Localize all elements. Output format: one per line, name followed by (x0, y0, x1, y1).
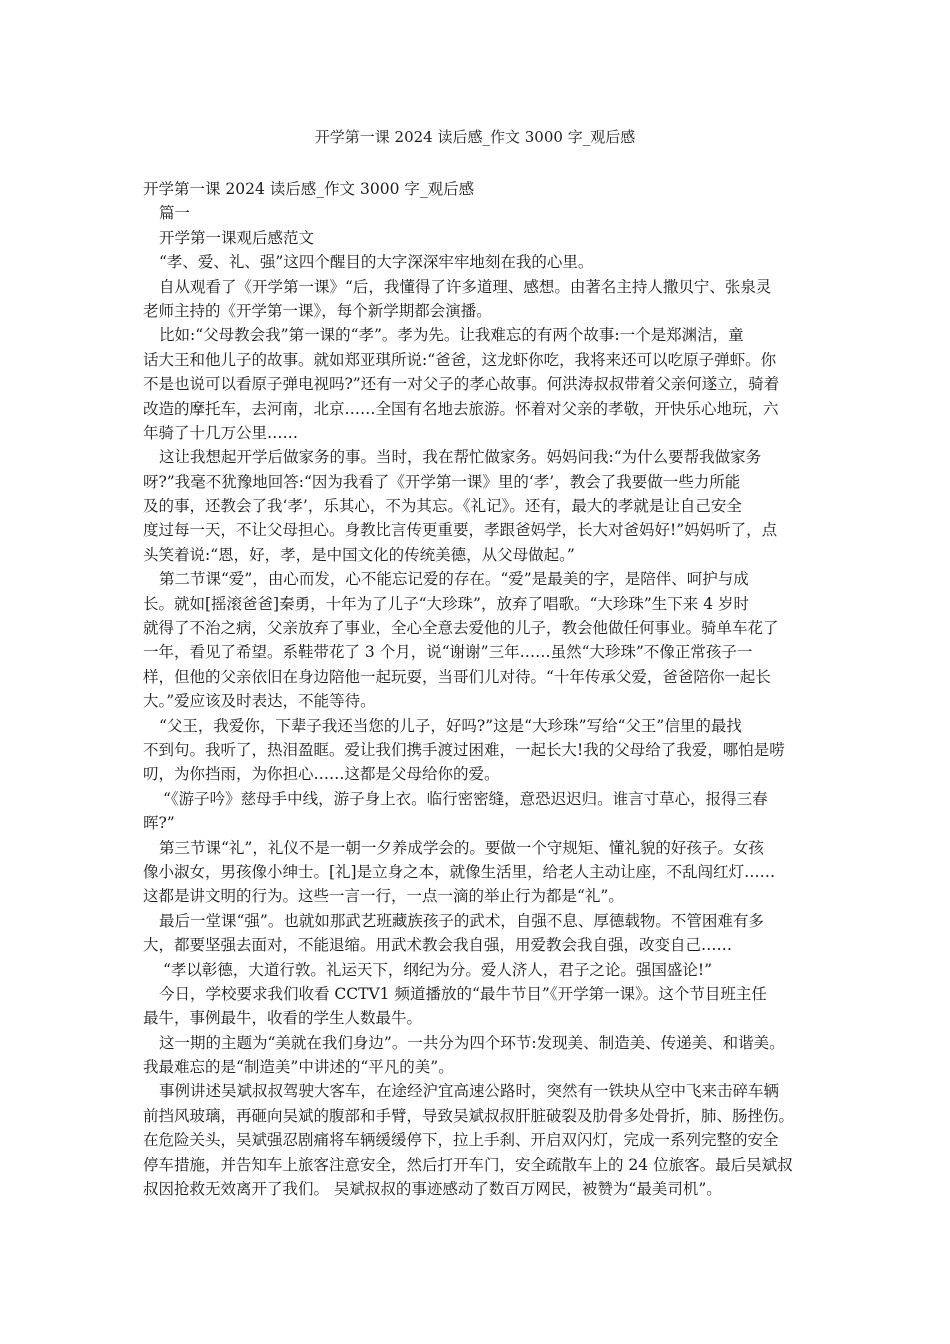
text-line: 开学第一课 2024 读后感_作文 3000 字_观后感 (143, 180, 475, 198)
text-line: 比如:“父母教会我”第一课的“孝”。孝为先。让我难忘的有两个故事:一个是郑渊洁，童 (159, 326, 744, 345)
text-line: 话大王和他儿子的故事。就如郑亚琪所说:“爸爸，这龙虾你吃，我将来还可以吃原子弹虾。你 (143, 350, 777, 369)
text-line: 度过每一天，不让父母担心。身教比言传更重要，孝跟爸妈学，长大对爸妈好!”妈妈听了，点 (143, 521, 778, 540)
text-line: 这一期的主题为“美就在我们身边”。一共分为四个环节:发现美、制造美、传递美、和谐美。 (159, 1033, 785, 1052)
text-line: “孝以彰德，大道行敦。礼运天下，纲纪为分。爱人济人，君子之论。强国盛论!” (163, 960, 713, 979)
text-line: 这都是讲文明的行为。这些一言一行，一点一滴的举止行为都是“礼”。 (143, 887, 624, 906)
text-line: 长。就如[摇滚爸爸]秦勇，十年为了儿子“大珍珠”，放弃了唱歌。“大珍珠”生下来 4 岁时 (143, 594, 750, 613)
text-line: 前挡风玻璃，再砸向吴斌的腹部和手臂，导致吴斌叔叔肝脏破裂及肋骨多处骨折，肺、肠挫伤。 (143, 1106, 795, 1125)
text-line: 这让我想起开学后做家务的事。当时，我在帮忙做家务。妈妈问我:“为什么要帮我做家务 (159, 448, 762, 467)
text-line: 年骑了十几万公里…… (143, 423, 299, 442)
text-line: 改造的摩托车，去河南，北京……全国有名地去旅游。怀着对父亲的孝敬，开快乐心地玩，六 (143, 399, 779, 418)
text-line: 开学第一课观后感范文 (159, 228, 315, 247)
document-body (143, 177, 823, 1201)
text-line: 自从观看了《开学第一课》“后，我懂得了许多道理、感想。由著名主持人撒贝宁、张泉灵 (159, 277, 772, 296)
text-line: 大，都要坚强去面对，不能退缩。用武术教会我自强，用爱教会我自强，改变自己…… (143, 936, 733, 955)
text-line: 在危险关头，吴斌强忍剧痛将车辆缓缓停下，拉上手刹、开启双闪灯，完成一系列完整的安全 (143, 1131, 779, 1150)
text-line: 最后一堂课“强”。也就如那武艺班藏族孩子的武术，自强不息、厚德载物。不管困难有多 (159, 911, 764, 930)
text-line: 我最难忘的是“制造美”中讲述的“平凡的美”。 (143, 1058, 454, 1077)
text-line: 篇一 (159, 204, 191, 223)
text-line: “《游子吟》慈母手中线，游子身上衣。临行密密缝，意恐迟迟归。谁言寸草心，报得三春 (163, 789, 768, 808)
text-line: “孝、爱、礼、强”这四个醒目的大字深深牢牢地刻在我的心里。 (159, 253, 594, 272)
text-line: 一年，看见了希望。系鞋带花了 3 个月，说“谢谢”三年……虽然“大珍珠”不像正常孩子一 (143, 643, 753, 662)
text-line: 第二节课“爱”，由心而发，心不能忘记爱的存在。“爱”是最美的字，是陪伴、呵护与成 (159, 570, 749, 589)
text-line: 停车措施，并告知车上旅客注意安全，然后打开车门，安全疏散车上的 24 位旅客。最后吴斌叔 (143, 1155, 793, 1174)
text-line: 呀?”我毫不犹豫地回答:“因为我看了《开学第一课》里的‘孝’，教会了我要做一些力所能 (143, 472, 741, 491)
text-line: 老师主持的《开学第一课》，每个新学期都会演播。 (143, 301, 492, 320)
text-line: 晖?” (143, 814, 175, 833)
document-title: 开学第一课 2024 读后感_作文 3000 字_观后感 (314, 128, 636, 146)
text-line: 今日，学校要求我们收看 CCTV1 频道播放的“最牛节目”《开学第一课》。这个节目班主任 (159, 984, 767, 1003)
text-line: 不是也说可以看原子弹电视吗?”还有一对父子的孝心故事。何洪涛叔叔带着父亲何遂立，骑着 (143, 375, 780, 394)
text-line: 及的事，还教会了我‘孝’，乐其心，不为其忘。《礼记》。还有，最大的孝就是让自己安全 (143, 497, 742, 516)
text-line: 不到句。我听了，热泪盈眶。爱让我们携手渡过困难，一起长大!我的父母给了我爱，哪怕是唠 (143, 740, 785, 759)
text-line: 像小淑女，男孩像小绅士。[礼]是立身之本，就像生活里，给老人主动让座，不乱闯红灯…… (143, 862, 776, 881)
text-line: 就得了不治之病，父亲放弃了事业，全心全意去爱他的儿子，教会他做任何事业。骑单车花了 (143, 619, 779, 638)
text-line: 叨，为你挡雨，为你担心……这都是父母给你的爱。 (143, 765, 500, 784)
text-line: 大。”爱应该及时表达，不能等待。 (143, 692, 376, 711)
text-line: 叔因抢救无效离开了我们。 吴斌叔叔的事迹感动了数百万网民，被赞为“最美司机”。 (143, 1180, 722, 1199)
text-line: 头笑着说:“恩，好，孝，是中国文化的传统美德，从父母做起。” (143, 545, 575, 564)
text-line: “父王，我爱你，下辈子我还当您的儿子，好吗?”这是“大珍珠”写给“父王”信里的最找 (159, 716, 742, 735)
text-line: 样，但他的父亲依旧在身边陪他一起玩耍，当哥们儿对待。“十年传承父爱，爸爸陪你一起长 (143, 667, 771, 686)
text-line: 最牛，事例最牛，收看的学生人数最牛。 (143, 1009, 423, 1028)
text-line: 第三节课“礼”，礼仪不是一朝一夕养成学会的。要做一个守规矩、懂礼貌的好孩子。女孩 (159, 838, 764, 857)
text-line: 事例讲述吴斌叔叔驾驶大客车，在途经沪宜高速公路时，突然有一铁块从空中飞来击碎车辆 (159, 1082, 780, 1101)
